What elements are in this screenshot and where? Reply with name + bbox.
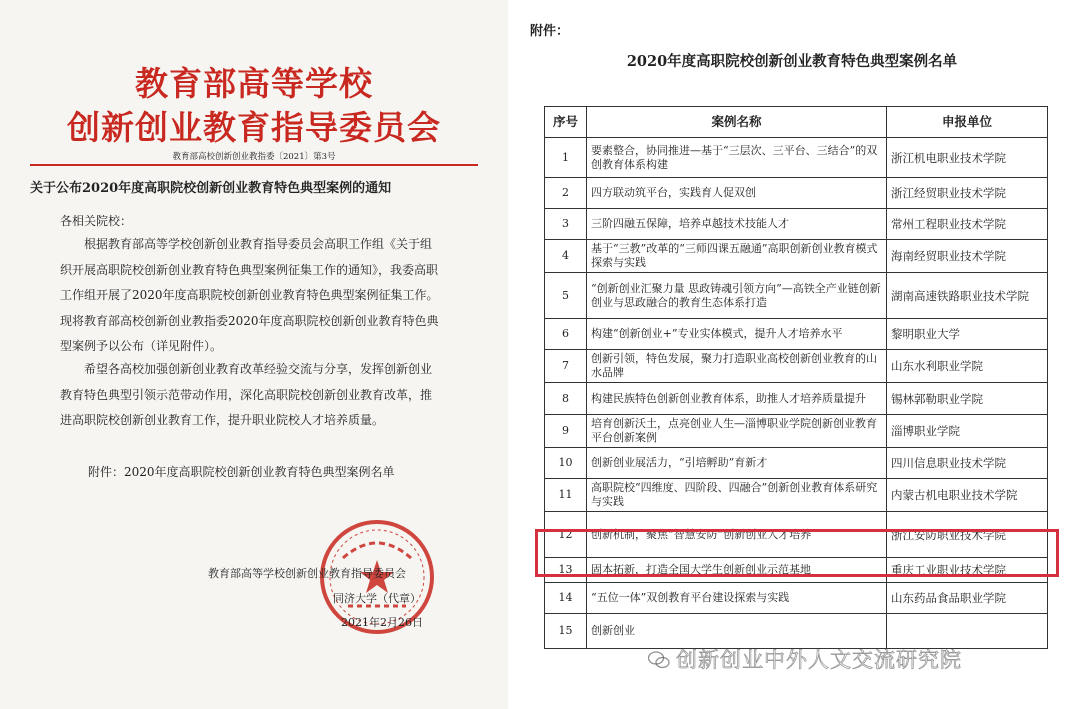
attachment-note: 附件：2020年度高职院校创新创业教育特色典型案例名单 — [88, 465, 395, 479]
notice-page — [0, 0, 508, 709]
case-number-cell: 15 — [545, 614, 587, 649]
letterhead-org-line2: 创新创业教育指导委员会 — [67, 108, 441, 147]
case-name-cell: “五位一体”双创教育平台建设探索与实践 — [587, 583, 887, 614]
unit-cell: 内蒙古机电职业技术学院 — [887, 479, 1048, 512]
signature-line: 教育部高等学校创新创业教育指导委员会 — [208, 567, 406, 580]
signature-proxy: 同济大学（代章） — [333, 592, 421, 605]
attachment-title: 2020年度高职院校创新创业教育特色典型案例名单 — [626, 53, 958, 70]
case-name-cell: 创新创业展活力，“引培孵助”育新才 — [587, 448, 887, 479]
issue-date: 2021年2月26日 — [341, 616, 423, 629]
case-name-cell: 高职院校“四维度、四阶段、四融合”创新创业教育体系研究与实践 — [587, 479, 887, 512]
unit-cell: 浙江安防职业技术学院 — [887, 512, 1048, 558]
table-row — [545, 209, 1048, 240]
case-number-cell: 11 — [545, 479, 587, 512]
column-header-number: 序号 — [545, 107, 587, 138]
case-name-cell: 固本拓新，打造全国大学生创新创业示范基地 — [587, 558, 887, 583]
column-header-unit: 申报单位 — [887, 107, 1048, 138]
letterhead-red-rule — [30, 164, 478, 166]
case-number-cell: 2 — [545, 178, 587, 209]
case-name-cell: 三阶四融五保障，培养卓越技术技能人才 — [587, 209, 887, 240]
document-number: 教育部高校创新创业教指委〔2021〕第3号 — [172, 152, 336, 162]
unit-cell: 海南经贸职业技术学院 — [887, 240, 1048, 273]
case-number-cell: 6 — [545, 319, 587, 350]
attachment-page — [524, 0, 1080, 709]
case-name-cell: 构建民族特色创新创业教育体系，助推人才培养质量提升 — [587, 383, 887, 415]
column-header-case-name: 案例名称 — [587, 107, 887, 138]
case-name-cell: “创新创业汇聚力量 思政铸魂引领方向”—高铁全产业链创新创业与思政融合的教育生态体系打造 — [587, 273, 887, 319]
table-row — [545, 240, 1048, 273]
body-paragraph-2: 希望各高校加强创新创业教育改革经验交流与分享，发挥创新创业教育特色典型引领示范带动作用，深化高职院校创新创业教育改革，推进高职院校创新创业教育工作，提升职业院校人才培养质量。 — [60, 362, 433, 427]
salutation: 各相关院校： — [60, 214, 133, 228]
case-number-cell: 5 — [545, 273, 587, 319]
unit-cell: 淄博职业学院 — [887, 415, 1048, 448]
table-header-row — [545, 107, 1048, 138]
case-number-cell: 4 — [545, 240, 587, 273]
unit-cell: 四川信息职业技术学院 — [887, 448, 1048, 479]
case-number-cell: 9 — [545, 415, 587, 448]
case-number-cell: 8 — [545, 383, 587, 415]
case-name-cell: 创新创业 — [587, 614, 887, 649]
table-row — [545, 583, 1048, 614]
body-paragraph-1: 根据教育部高等学校创新创业教育指导委员会高职工作组《关于组织开展高职院校创新创业教育特色典型案例征集工作的通知》，我委高职工作组开展了2020年度高职院校创新创业教育特色典型案例征集工作。现将教育部高校创新创业教指委2020年度高职院校创新创业教育特色典型案例予以公布（详见附件）。 — [60, 237, 439, 353]
case-name-cell: 四方联动筑平台，实践育人促双创 — [587, 178, 887, 209]
case-number-cell: 14 — [545, 583, 587, 614]
table-row — [545, 273, 1048, 319]
table-row — [545, 479, 1048, 512]
watermark — [648, 644, 962, 674]
page-gap — [508, 0, 524, 709]
watermark-text: 创新创业中外人文交流研究院 — [676, 648, 962, 672]
attachment-label: 附件： — [530, 24, 570, 39]
unit-cell: 常州工程职业技术学院 — [887, 209, 1048, 240]
table-row — [545, 448, 1048, 479]
table-row — [545, 350, 1048, 383]
case-number-cell: 3 — [545, 209, 587, 240]
table-row — [545, 383, 1048, 415]
table-row — [545, 138, 1048, 178]
case-name-cell: 培育创新沃土，点亮创业人生—淄博职业学院创新创业教育平台创新案例 — [587, 415, 887, 448]
case-number-cell: 13 — [545, 558, 587, 583]
case-name-cell: 构建“创新创业+”专业实体模式，提升人才培养水平 — [587, 319, 887, 350]
highlight-box-row-12 — [535, 529, 1059, 577]
case-number-cell: 12 — [545, 512, 587, 558]
unit-cell: 黎明职业大学 — [887, 319, 1048, 350]
unit-cell: 浙江经贸职业技术学院 — [887, 178, 1048, 209]
case-name-cell: 创新机制，聚焦“智慧安防”创新创业人才培养 — [587, 512, 887, 558]
unit-cell: 山东药品食品职业学院 — [887, 583, 1048, 614]
unit-cell: 浙江机电职业技术学院 — [887, 138, 1048, 178]
unit-cell: 山东水利职业学院 — [887, 350, 1048, 383]
case-number-cell: 10 — [545, 448, 587, 479]
case-name-cell: 要素整合，协同推进—基于“三层次、三平台、三结合”的双创教育体系构建 — [587, 138, 887, 178]
table-row — [545, 415, 1048, 448]
case-name-cell: 基于“三教”改革的“三师四课五融通”高职创新创业教育模式探索与实践 — [587, 240, 887, 273]
notice-title: 关于公布2020年度高职院校创新创业教育特色典型案例的通知 — [30, 181, 392, 196]
table-row — [545, 178, 1048, 209]
unit-cell: 重庆工业职业技术学院 — [887, 558, 1048, 583]
wechat-icon — [648, 651, 670, 669]
letterhead-org-line1: 教育部高等学校 — [135, 64, 373, 103]
case-name-cell: 创新引领，特色发展，聚力打造职业高校创新创业教育的山水品牌 — [587, 350, 887, 383]
unit-cell: 湖南高速铁路职业技术学院 — [887, 273, 1048, 319]
case-number-cell: 7 — [545, 350, 587, 383]
case-number-cell: 1 — [545, 138, 587, 178]
table-row — [545, 319, 1048, 350]
unit-cell: 锡林郭勒职业学院 — [887, 383, 1048, 415]
